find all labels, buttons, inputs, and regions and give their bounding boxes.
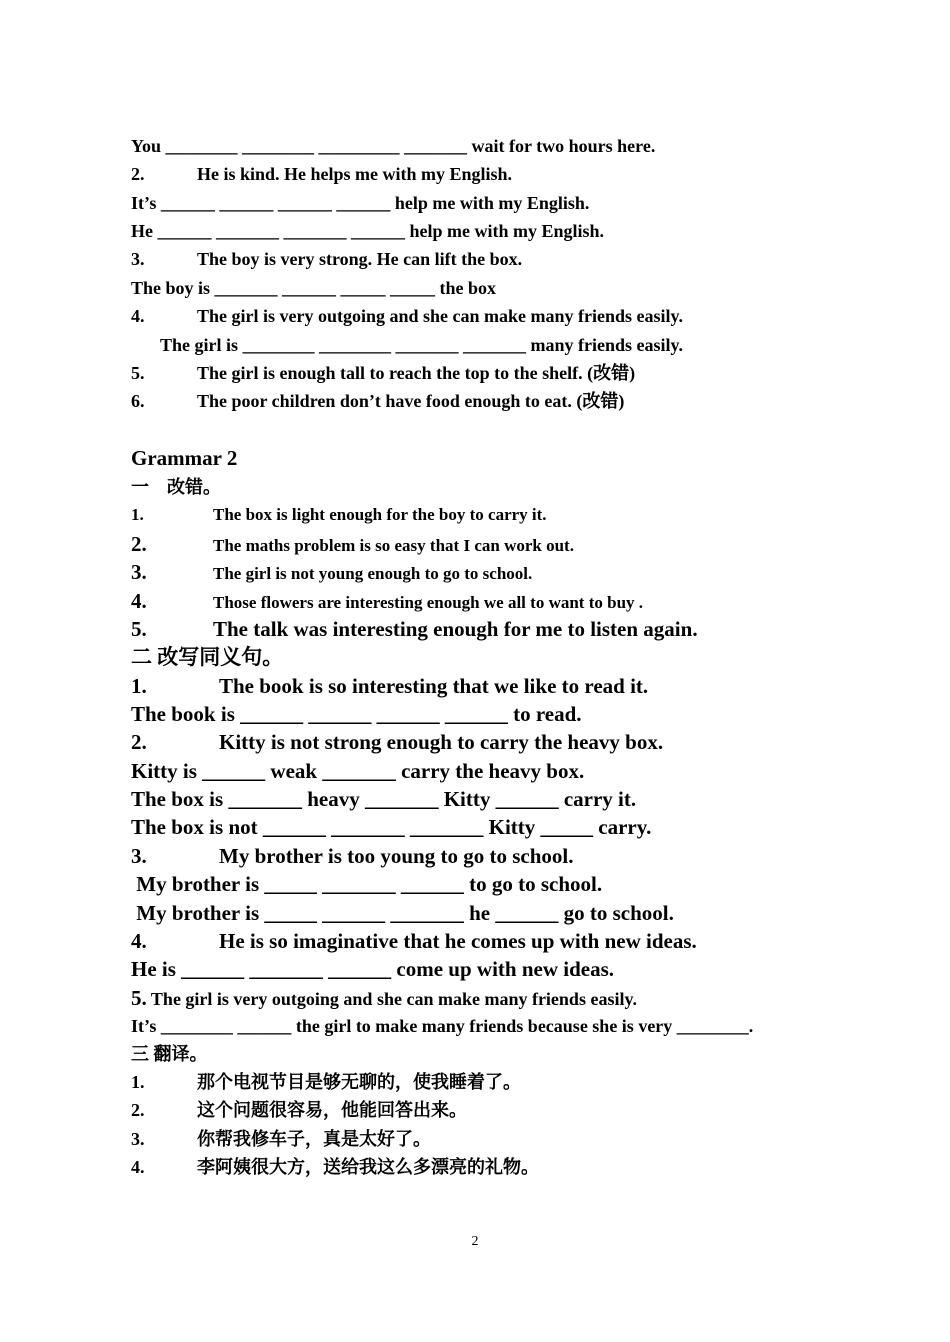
question-number: 2.: [131, 532, 147, 556]
correction-1: [131, 506, 547, 523]
correction-2: [131, 534, 574, 555]
question-text: The maths problem is so easy that I can work out.: [213, 536, 574, 555]
rewrite-5: [131, 988, 637, 1009]
question-text: The girl is not young enough to go to school.: [213, 564, 533, 583]
answer-line: It’s ________ ______ the girl to make many friends because she is very ________.: [131, 1016, 754, 1036]
question-text: He is so imaginative that he comes up with new ideas.: [219, 929, 697, 953]
question-text: 那个电视节目是够无聊的，使我睡着了。: [197, 1072, 521, 1092]
answer-line: My brother is _____ ______ _______ he ______ go to school.: [131, 901, 674, 925]
question-number: 1.: [131, 1072, 145, 1092]
question-5: [131, 364, 635, 382]
rewrite-1: [131, 676, 648, 697]
question-number: 3.: [131, 1129, 145, 1149]
answer-line: The box is not ______ _______ _______ Kitty _____ carry.: [131, 815, 652, 839]
translation-4: [131, 1158, 539, 1176]
translation-3: [131, 1130, 431, 1148]
translation-1: [131, 1073, 521, 1091]
question-number: 1.: [131, 505, 144, 524]
rewrite-2: [131, 732, 663, 753]
question-text: The book is so interesting that we like to read it.: [219, 674, 649, 698]
question-4: [131, 307, 683, 325]
section-heading-translation: 三 翻译。: [131, 1044, 208, 1064]
question-number: 6.: [131, 391, 145, 411]
question-2: [131, 165, 512, 183]
correction-5: [131, 619, 698, 640]
question-number: 2.: [131, 164, 145, 184]
answer-line: It’s ______ ______ ______ ______ help me with my English.: [131, 193, 590, 213]
question-text: He is kind. He helps me with my English.: [197, 164, 513, 184]
question-text: 这个问题很容易，他能回答出来。: [197, 1100, 467, 1120]
question-text: The girl is very outgoing and she can make many friends easily.: [197, 306, 684, 326]
question-text: The girl is very outgoing and she can make many friends easily.: [146, 989, 637, 1009]
answer-line: The box is _______ heavy _______ Kitty ______ carry it.: [131, 787, 637, 811]
question-text: The boy is very strong. He can lift the box.: [197, 249, 523, 269]
question-number: 5.: [131, 617, 147, 641]
question-number: 5.: [131, 986, 147, 1010]
correction-3: [131, 562, 532, 583]
question-number: 3.: [131, 844, 147, 868]
answer-line: He ______ _______ _______ ______ help me with my English.: [131, 221, 605, 241]
question-6: [131, 392, 624, 410]
question-number: 2.: [131, 730, 147, 754]
question-text: 李阿姨很大方，送给我这么多漂亮的礼物。: [197, 1157, 539, 1177]
rewrite-3: [131, 846, 573, 867]
question-text: Kitty is not strong enough to carry the heavy box.: [219, 730, 664, 754]
answer-line: The book is ______ ______ ______ ______ to read.: [131, 702, 582, 726]
answer-line: The boy is _______ ______ _____ _____ the box: [131, 278, 497, 298]
rewrite-4: [131, 931, 697, 952]
question-3: [131, 250, 522, 268]
answer-line: He is ______ _______ ______ come up with new ideas.: [131, 957, 614, 981]
question-text: 你帮我修车子，真是太好了。: [197, 1129, 431, 1149]
correction-4: [131, 591, 643, 612]
question-number: 4.: [131, 1157, 145, 1177]
question-text: The girl is enough tall to reach the top to the shelf. (改错): [197, 363, 636, 383]
translation-2: [131, 1101, 467, 1119]
answer-line: The girl is ________ ________ _______ _______ many friends easily.: [160, 335, 684, 355]
question-number: 1.: [131, 674, 147, 698]
answer-line: My brother is _____ _______ ______ to go to school.: [131, 872, 603, 896]
question-number: 4.: [131, 589, 147, 613]
question-number: 5.: [131, 363, 145, 383]
question-text: Those flowers are interesting enough we all to want to buy .: [213, 593, 644, 612]
section-title: Grammar 2: [131, 446, 238, 470]
question-number: 3.: [131, 560, 147, 584]
page-number: 2: [471, 1234, 479, 1249]
section-heading-correction: 一 改错。: [131, 477, 221, 497]
question-text: The poor children don’t have food enough to eat. (改错): [197, 391, 625, 411]
section-heading-rewrite: 二 改写同义句。: [131, 645, 284, 669]
question-number: 2.: [131, 1100, 145, 1120]
question-text: The box is light enough for the boy to carry it.: [213, 505, 547, 524]
question-number: 3.: [131, 249, 145, 269]
answer-line: Kitty is ______ weak _______ carry the heavy box.: [131, 759, 585, 783]
question-number: 4.: [131, 306, 145, 326]
question-number: 4.: [131, 929, 147, 953]
question-text: The talk was interesting enough for me to listen again.: [213, 617, 698, 641]
question-text: My brother is too young to go to school.: [219, 844, 574, 868]
answer-line: You ________ ________ _________ _______ wait for two hours here.: [131, 136, 656, 156]
